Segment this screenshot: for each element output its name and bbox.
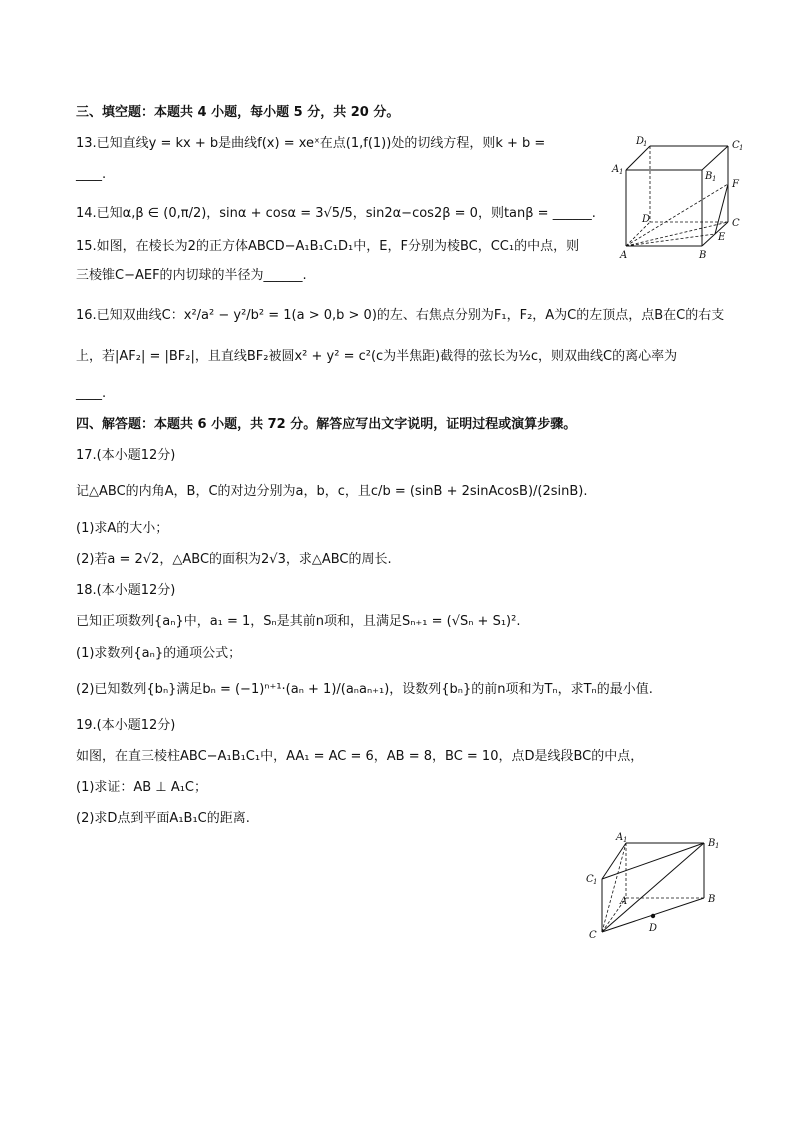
q13-line2: ____. [76,167,107,182]
label-b: B [708,894,716,905]
label-a: A [620,250,628,261]
svg-text:1: 1 [739,144,744,152]
q19-part2: (2)求D点到平面A₁B₁C的距离. [76,811,250,826]
q17-part1: (1)求A的大小； [76,521,169,536]
label-d1: D [636,136,645,147]
svg-text:1: 1 [593,878,598,886]
q15-line1: 15.如图，在棱长为2的正方体ABCD−A₁B₁C₁D₁中，E，F分别为棱BC，CC₁的中点，则 [76,239,580,254]
label-c1: C [586,874,594,885]
label-a1: A [616,832,624,843]
q19-title: 19.(本小题12分) [76,718,176,733]
q17-title: 17.(本小题12分) [76,448,176,463]
q17-part2: (2)若a = 2√2，△ABC的面积为2√3，求△ABC的周长. [76,552,392,567]
prism-figure [582,828,732,946]
q19-stem: 如图，在直三棱柱ABC−A₁B₁C₁中，AA₁ = AC = 6，AB = 8，BC = 10，点D是线段BC的中点， [76,749,644,764]
svg-text:1: 1 [619,168,624,176]
q19-part1: (1)求证：AB ⊥ A₁C； [76,780,207,795]
label-b: B [699,250,707,261]
label-d: D [642,214,651,225]
label-d: D [649,923,658,934]
q14-line: 14.已知α,β ∈ (0,π/2)，sinα + cosα = 3√5/5，sin2α−cos2β = 0，则tanβ = ______. [76,206,596,221]
section4-header: 四、解答题：本题共 6 小题，共 72 分。解答应写出文字说明，证明过程或演算步骤。 [76,417,577,432]
svg-text:1: 1 [712,175,717,183]
q18-part2: (2)已知数列{bₙ}满足bₙ = (−1)ⁿ⁺¹·(aₙ + 1)/(aₙaₙ₊₁)，设数列{bₙ}的前n项和为Tₙ，求Tₙ的最小值. [76,682,653,697]
label-b1: B [705,171,713,182]
svg-text:1: 1 [715,842,720,850]
q15-line2: 三棱锥C−AEF的内切球的半径为______. [76,268,307,283]
edge-c1-b1 [602,843,704,879]
q18-stem: 已知正项数列{aₙ}中，a₁ = 1，Sₙ是其前n项和，且满足Sₙ₊₁ = (√Sₙ + S₁)². [76,614,521,629]
svg-text:1: 1 [643,140,648,148]
q16-line3: ____. [76,386,107,401]
q18-title: 18.(本小题12分) [76,583,176,598]
q18-part1: (1)求数列{aₙ}的通项公式； [76,646,242,661]
label-c: C [732,218,740,229]
label-f: F [732,179,739,190]
segment-c-a1 [602,843,626,932]
section3-header: 三、填空题：本题共 4 小题，每小题 5 分，共 20 分。 [76,105,400,120]
q17-stem: 记△ABC的内角A，B，C的对边分别为a，b，c，且c/b = (sinB + 2sinAcosB)/(2sinB). [76,484,588,499]
label-a: A [620,896,628,907]
cube-figure [606,132,756,264]
label-c: C [589,930,597,941]
q13-line1: 13.已知直线y = kx + b是曲线f(x) = xeˣ在点(1,f(1))处的切线方程，则k + b = [76,136,546,151]
label-a1: A [612,164,620,175]
label-c1: C [732,140,740,151]
q16-line1: 16.已知双曲线C：x²/a² − y²/b² = 1(a > 0,b > 0)的左、右焦点分别为F₁，F₂，A为C的左顶点，点B在C的右支 [76,308,725,323]
edge-b1-c1 [702,146,728,170]
segment-f-e [715,184,728,234]
edge-a1-d1 [626,146,650,170]
point-d [651,914,655,918]
label-e: E [718,232,726,243]
q16-line2: 上，若|AF₂| = |BF₂|，且直线BF₂被圆x² + y² = c²(c为半焦距)截得的弦长为½c，则双曲线C的离心率为 [76,349,678,364]
edge-a-d [626,222,650,246]
label-b1: B [708,838,716,849]
svg-text:1: 1 [623,836,628,844]
edge-c1-a1 [602,843,626,879]
